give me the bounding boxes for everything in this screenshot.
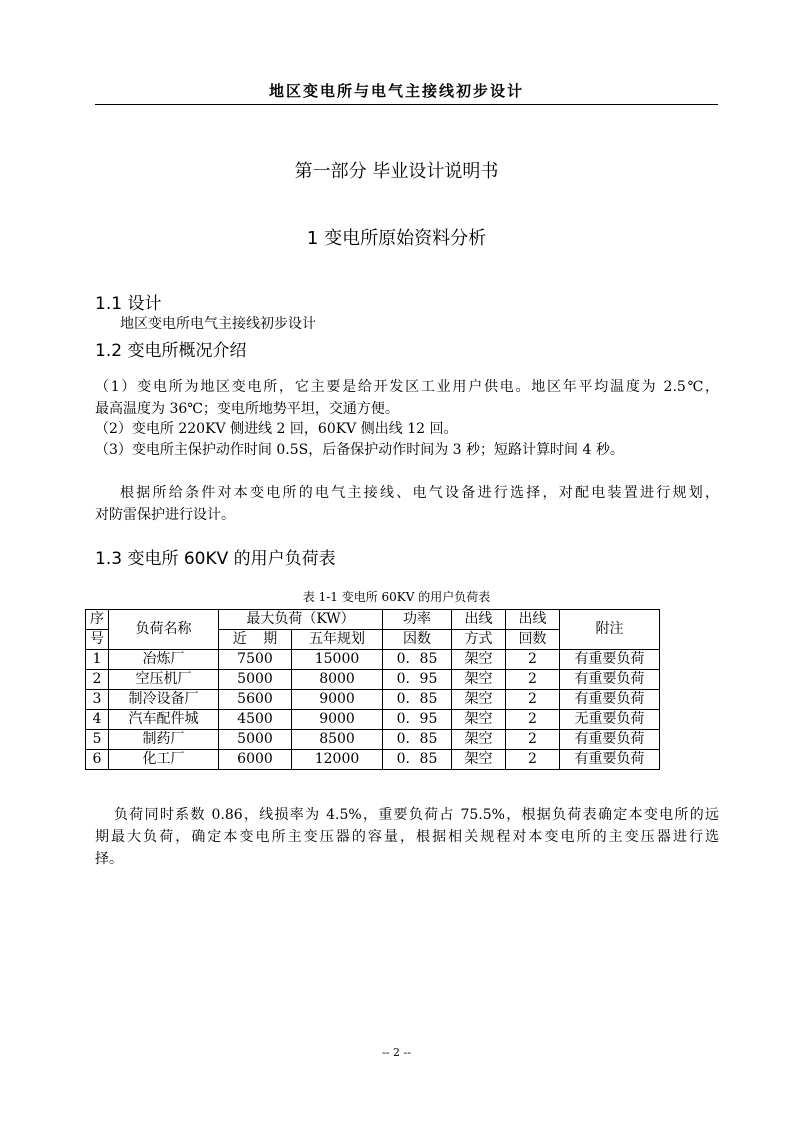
cell-five-year: 8000 [292, 670, 383, 690]
overview-line-4: （3）变电所主保护动作时间 0.5S，后备保护动作时间为 3 秒；短路计算时间 4 秒。 [95, 442, 624, 458]
header-near-term: 近 期 [219, 630, 292, 650]
part-title: 第一部分 毕业设计说明书 [294, 161, 499, 182]
cell-five-year: 12000 [292, 750, 383, 770]
overview-line-3: （2）变电所 220KV 侧进线 2 回，60KV 侧出线 12 回。 [95, 421, 458, 437]
table-row [86, 650, 660, 670]
cell-line-method: 架空 [452, 650, 506, 670]
cell-power-factor: 0．85 [383, 750, 452, 770]
cell-power-factor: 0．95 [383, 670, 452, 690]
cell-power-factor: 0．85 [383, 650, 452, 670]
cell-line-method: 架空 [452, 670, 506, 690]
cell-line-count: 2 [506, 750, 560, 770]
cell-five-year: 15000 [292, 650, 383, 670]
header-power-factor-top: 功率 [383, 610, 452, 630]
cell-line-count: 2 [506, 670, 560, 690]
header-line-method-bottom: 方式 [452, 630, 506, 650]
cell-five-year: 9000 [292, 690, 383, 710]
cell-line-method: 架空 [452, 710, 506, 730]
header-load-name: 负荷名称 [109, 610, 219, 650]
table-row [86, 670, 660, 690]
load-paragraph-line-1: 负荷同时系数 0.86，线损率为 4.5%，重要负荷占 75.5%，根据负荷表确定本变电所的远 [114, 807, 719, 823]
cell-seq: 1 [86, 650, 109, 670]
cell-line-method: 架空 [452, 730, 506, 750]
cell-note: 有重要负荷 [560, 730, 660, 750]
load-paragraph-line-2: 期最大负荷，确定本变电所主变压器的容量，根据相关规程对本变电所的主变压器进行选 [95, 829, 719, 845]
header-line-method-top: 出线 [452, 610, 506, 630]
cell-load-name: 冶炼厂 [109, 650, 219, 670]
header-line-count-bottom: 回数 [506, 630, 560, 650]
cell-line-count: 2 [506, 710, 560, 730]
cell-seq: 3 [86, 690, 109, 710]
cell-note: 有重要负荷 [560, 750, 660, 770]
cell-near-term: 7500 [219, 650, 292, 670]
cell-power-factor: 0．85 [383, 690, 452, 710]
header-five-year: 五年规划 [292, 630, 383, 650]
cell-seq: 5 [86, 730, 109, 750]
cell-line-count: 2 [506, 690, 560, 710]
table-caption: 表 1-1 变电所 60KV 的用户负荷表 [302, 590, 491, 604]
section-heading-1-3: 1.3 变电所 60KV 的用户负荷表 [95, 549, 336, 569]
cell-load-name: 制冷设备厂 [109, 690, 219, 710]
cell-five-year: 8500 [292, 730, 383, 750]
cell-line-count: 2 [506, 730, 560, 750]
cell-near-term: 4500 [219, 710, 292, 730]
table-row [86, 710, 660, 730]
header-seq-bottom: 号 [86, 630, 109, 650]
cell-load-name: 汽车配件城 [109, 710, 219, 730]
header-divider [95, 104, 718, 105]
overview-line-1: （1）变电所为地区变电所，它主要是给开发区工业用户供电。地区年平均温度为 2.5℃， [95, 379, 719, 395]
table-row [86, 690, 660, 710]
design-paragraph-line-2: 对防雷保护进行设计。 [95, 507, 235, 523]
cell-note: 有重要负荷 [560, 690, 660, 710]
cell-seq: 6 [86, 750, 109, 770]
cell-near-term: 5000 [219, 730, 292, 750]
cell-line-method: 架空 [452, 690, 506, 710]
header-note: 附注 [560, 610, 660, 650]
table-row [86, 730, 660, 750]
header-max-load: 最大负荷（KW） [219, 610, 383, 630]
cell-near-term: 5600 [219, 690, 292, 710]
table-body [86, 650, 660, 770]
cell-note: 有重要负荷 [560, 650, 660, 670]
section-heading-1-2: 1.2 变电所概况介绍 [95, 341, 247, 361]
cell-seq: 4 [86, 710, 109, 730]
page-number: -- 2 -- [382, 1046, 411, 1059]
cell-load-name: 化工厂 [109, 750, 219, 770]
cell-power-factor: 0．95 [383, 710, 452, 730]
header-seq-top: 序 [86, 610, 109, 630]
cell-load-name: 制药厂 [109, 730, 219, 750]
header-power-factor-bottom: 因数 [383, 630, 452, 650]
running-header: 地区变电所与电气主接线初步设计 [268, 82, 524, 100]
cell-power-factor: 0．85 [383, 730, 452, 750]
header-line-count-top: 出线 [506, 610, 560, 630]
cell-note: 无重要负荷 [560, 710, 660, 730]
table-row [86, 750, 660, 770]
chapter-title: 1 变电所原始资料分析 [306, 228, 487, 249]
section-heading-1-1: 1.1 设计 [95, 294, 162, 314]
section-1-1-text: 地区变电所电气主接线初步设计 [120, 316, 316, 332]
cell-near-term: 5000 [219, 670, 292, 690]
overview-line-2: 最高温度为 36℃；变电所地势平坦，交通方便。 [95, 401, 399, 417]
load-paragraph-line-3: 择。 [95, 851, 123, 867]
cell-near-term: 6000 [219, 750, 292, 770]
cell-five-year: 9000 [292, 710, 383, 730]
cell-note: 有重要负荷 [560, 670, 660, 690]
cell-seq: 2 [86, 670, 109, 690]
cell-line-method: 架空 [452, 750, 506, 770]
cell-line-count: 2 [506, 650, 560, 670]
table-header-row-1 [86, 610, 660, 630]
cell-load-name: 空压机厂 [109, 670, 219, 690]
load-table [85, 609, 660, 770]
design-paragraph-line-1: 根据所给条件对本变电所的电气主接线、电气设备进行选择，对配电装置进行规划， [120, 485, 719, 501]
